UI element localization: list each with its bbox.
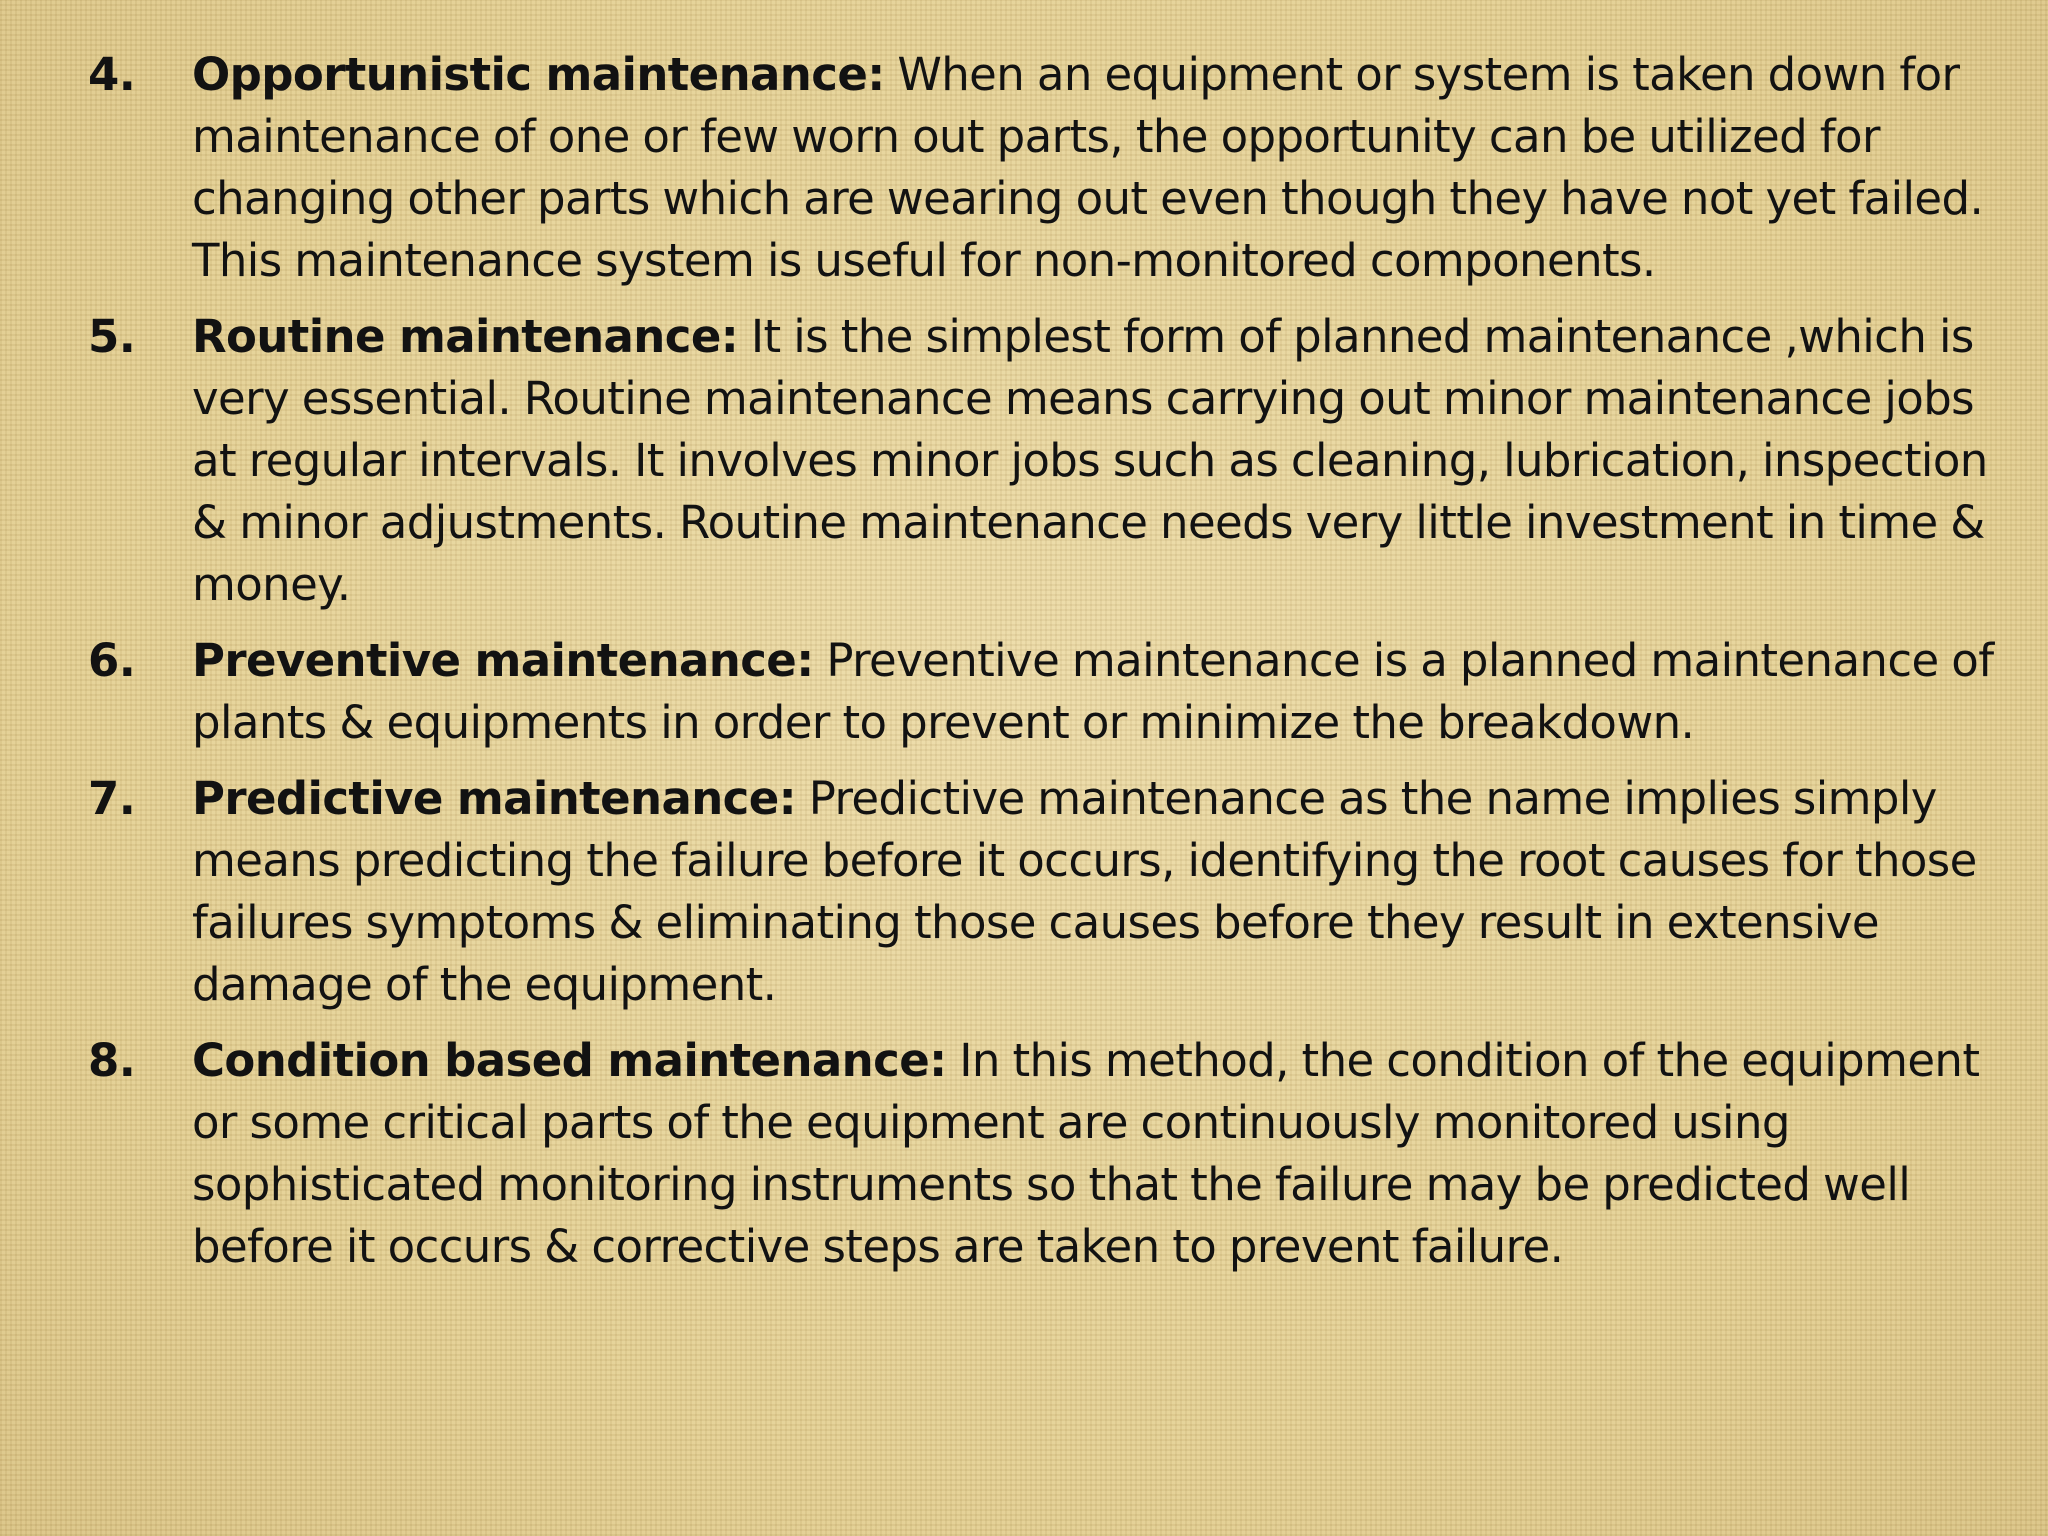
item-number: 8.: [88, 1034, 136, 1087]
item-description: Preventive maintenance is a planned maintenance of plants & equipments in order to prevent or minimize the breakdown.: [192, 634, 1994, 749]
item-description: It is the simplest form of planned maintenance ,which is very essential. Routine maintenance means carrying out minor maintenance jobs at regular intervals. It involves minor jobs such as cleaning, lubrication, inspection & minor adjustments. Routine maintenance needs very little investment in time & money.: [192, 310, 1988, 611]
item-term: Opportunistic maintenance:: [192, 48, 885, 101]
item-number: 4.: [88, 48, 136, 101]
item-number: 6.: [88, 634, 136, 687]
list-item-condition-based-maintenance: [88, 1030, 2008, 1278]
item-term: Predictive maintenance:: [192, 772, 797, 825]
item-description: In this method, the condition of the equipment or some critical parts of the equipment are continuously monitored using sophisticated monitoring instruments so that the failure may be predicted well before it occurs & corrective steps are taken to prevent failure.: [192, 1034, 1980, 1273]
maintenance-types-list: [88, 44, 2008, 1292]
list-item-predictive-maintenance: [88, 768, 2008, 1016]
item-term: Condition based maintenance:: [192, 1034, 947, 1087]
list-item-opportunistic-maintenance: [88, 44, 2008, 292]
item-number: 7.: [88, 772, 136, 825]
item-description: When an equipment or system is taken down for maintenance of one or few worn out parts, the opportunity can be utilized for changing other parts which are wearing out even though they have not yet failed. This maintenance system is useful for non-monitored components.: [192, 48, 1984, 287]
item-term: Preventive maintenance:: [192, 634, 814, 687]
item-description: Predictive maintenance as the name implies simply means predicting the failure before it occurs, identifying the root causes for those failures symptoms & eliminating those causes before they result in extensive damage of the equipment.: [192, 772, 1977, 1011]
item-term: Routine maintenance:: [192, 310, 739, 363]
list-item-preventive-maintenance: [88, 630, 2008, 754]
item-number: 5.: [88, 310, 136, 363]
list-item-routine-maintenance: [88, 306, 2008, 616]
